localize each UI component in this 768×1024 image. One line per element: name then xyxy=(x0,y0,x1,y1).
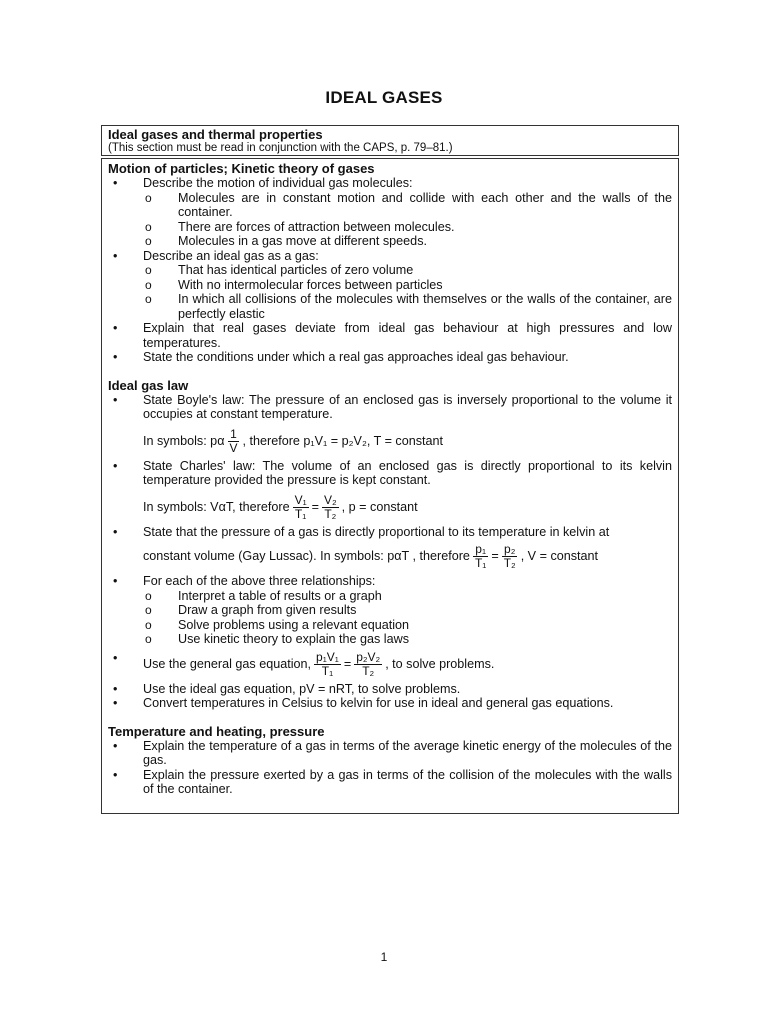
fraction-denominator: T₁ xyxy=(294,506,307,521)
bullet-boyles-law: • State Boyle's law: The pressure of an enclosed gas is inversely proportional to the volume it occupies at constant temperature. xyxy=(108,393,672,422)
fraction xyxy=(293,494,309,521)
sub-bullet-item: o Use kinetic theory to explain the gas laws xyxy=(108,632,672,647)
equation-text: , therefore p₁V₁ = p₂V₂, T = constant xyxy=(242,433,444,448)
equation-text: • Use the general gas equation, xyxy=(143,656,312,671)
fraction-denominator: V xyxy=(229,440,238,455)
fraction-denominator: T₂ xyxy=(324,506,337,521)
equation-text: In symbols: VαT, therefore xyxy=(143,499,290,514)
fraction-denominator: T₂ xyxy=(503,556,516,570)
bullet-gay-lussac-law xyxy=(108,525,672,571)
page-number: 1 xyxy=(380,950,388,964)
sub-bullet-item: o That has identical particles of zero volume xyxy=(108,263,672,278)
fraction xyxy=(473,543,488,570)
charles-law-equation xyxy=(108,494,672,521)
fraction-denominator: T₁ xyxy=(321,663,334,678)
sub-bullet-item: o With no intermolecular forces between particles xyxy=(108,278,672,293)
sub-bullet-item: o In which all collisions of the molecules with themselves or the walls of the container, are perfectly elastic xyxy=(108,292,672,321)
gay-lussac-text: • State that the pressure of a gas is directly proportional to its temperature in kelvin at xyxy=(143,524,610,539)
boyles-law-equation xyxy=(108,428,672,455)
bullet-item: • For each of the above three relationships: xyxy=(108,574,672,589)
sub-bullet-item: o Solve problems using a relevant equation xyxy=(108,618,672,633)
bullet-item: • Use the ideal gas equation, pV = nRT, to solve problems. xyxy=(108,682,672,697)
section-heading-motion: Motion of particles; Kinetic theory of gases xyxy=(108,161,375,176)
fraction-denominator: T₂ xyxy=(362,663,375,678)
equals-sign: = xyxy=(491,549,499,564)
content-box xyxy=(101,158,679,814)
fraction xyxy=(227,428,239,455)
gay-lussac-equation xyxy=(143,543,598,570)
section-heading-temperature: Temperature and heating, pressure xyxy=(108,723,325,739)
bullet-item: • Explain that real gases deviate from ideal gas behaviour at high pressures and low temperatures. xyxy=(108,321,672,350)
header-box xyxy=(101,125,679,156)
page-title: IDEAL GASES xyxy=(325,88,443,107)
bullet-item: • Describe the motion of individual gas molecules: xyxy=(108,176,672,191)
fraction-numerator: 1 xyxy=(230,426,237,441)
section-heading-ideal-gas-law: Ideal gas law xyxy=(108,377,189,393)
header-box-note: (This section must be read in conjunction with the CAPS, p. 79–81.) xyxy=(108,142,453,154)
equation-text: In symbols: pα xyxy=(143,433,225,448)
equation-text: , V = constant xyxy=(520,549,599,564)
fraction-numerator: p₂ xyxy=(504,542,516,556)
fraction xyxy=(502,543,518,570)
fraction-numerator: V₂ xyxy=(324,492,337,507)
fraction-numerator: p₁ xyxy=(475,542,486,556)
fraction-denominator: T₁ xyxy=(474,556,487,570)
fraction-numerator: p₁V₁ xyxy=(316,649,339,664)
fraction-numerator: V₁ xyxy=(294,492,307,507)
fraction xyxy=(354,651,382,678)
equals-sign: = xyxy=(311,499,319,514)
fraction xyxy=(314,651,341,678)
bullet-item: • Explain the pressure exerted by a gas in terms of the collision of the molecules with the walls of the container. xyxy=(108,768,672,797)
bullet-item: • Convert temperatures in Celsius to kelvin for use in ideal and general gas equations. xyxy=(108,696,672,711)
fraction-numerator: p₂V₂ xyxy=(356,649,381,664)
bullet-item: • State the conditions under which a real gas approaches ideal gas behaviour. xyxy=(108,350,672,365)
equation-text: , to solve problems. xyxy=(385,656,495,671)
sub-bullet-item: o Molecules are in constant motion and collide with each other and the walls of the container. xyxy=(108,191,672,220)
bullet-item: • Explain the temperature of a gas in terms of the average kinetic energy of the molecules of the gas. xyxy=(108,739,672,768)
sub-bullet-item: o Draw a graph from given results xyxy=(108,603,672,618)
bullet-general-gas-equation xyxy=(108,651,672,678)
sub-bullet-item: o Interpret a table of results or a graph xyxy=(108,589,672,604)
equation-text: constant volume (Gay Lussac). In symbols: pαT , therefore xyxy=(143,549,470,564)
sub-bullet-item: o There are forces of attraction between molecules. xyxy=(108,220,672,235)
bullet-charles-law: • State Charles' law: The volume of an enclosed gas is directly proportional to its kelvin temperature provided the pressure is kept constant. xyxy=(108,459,672,488)
bullet-item: • Describe an ideal gas as a gas: xyxy=(108,249,672,264)
fraction xyxy=(322,494,339,521)
header-box-heading: Ideal gases and thermal properties xyxy=(108,127,323,142)
equals-sign: = xyxy=(343,656,352,671)
equation-text: , p = constant xyxy=(341,499,418,514)
sub-bullet-item: o Molecules in a gas move at different speeds. xyxy=(108,234,672,249)
